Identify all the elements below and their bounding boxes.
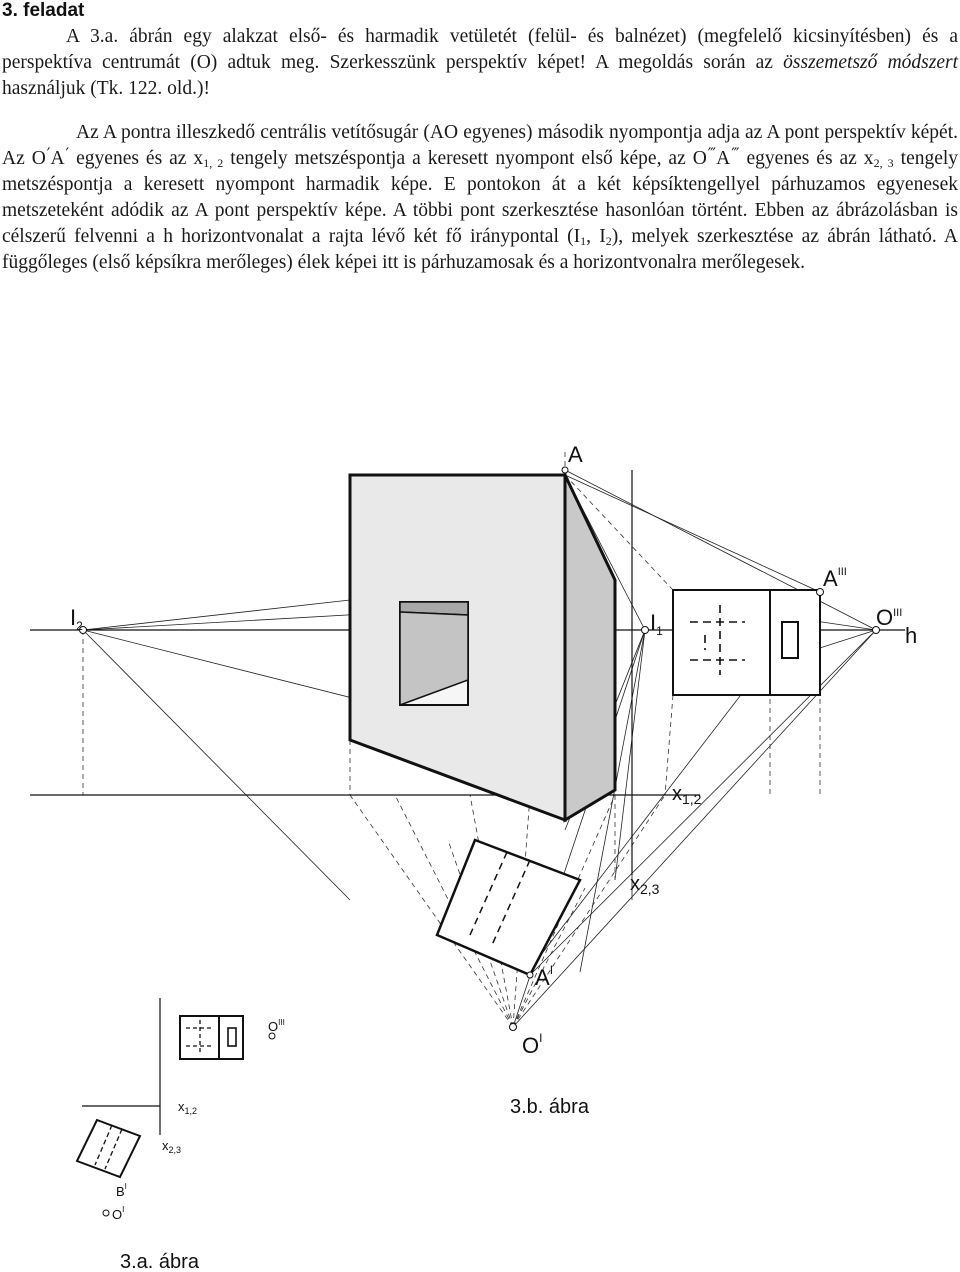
label-i1: $I_1$ bbox=[650, 610, 663, 638]
explanation-text-6: egyenes és az x bbox=[739, 148, 874, 169]
label-x12-small: $x_{1,2}$ bbox=[178, 1099, 198, 1116]
label-a: A bbox=[568, 442, 583, 467]
top-view-small bbox=[77, 1120, 140, 1177]
label-o1-small: $O^I$ bbox=[112, 1205, 125, 1222]
subscript-i2: 2 bbox=[605, 234, 612, 248]
intro-text-1: A 3.a. ábrán egy alakzat első- és harmadik vetületét (felül- és balnézet) (megfelelő kicsinyítésben) és a perspektíva centrumát (O) adtuk meg. Szerkesszünk perspektív képet! A megoldás során az bbox=[2, 26, 958, 73]
explanation-text-3: egyenes és az x bbox=[69, 148, 204, 169]
side-view-small bbox=[180, 1016, 243, 1059]
prime-mark: ′ bbox=[46, 144, 51, 163]
label-x23-small: $x_{2,3}$ bbox=[162, 1138, 182, 1155]
explanation-text-5: A bbox=[716, 148, 731, 169]
figure-a bbox=[77, 998, 285, 1272]
side-view bbox=[673, 590, 820, 695]
exercise-heading: 3. feladat bbox=[2, 0, 85, 21]
top-view bbox=[437, 840, 580, 975]
intro-text-2: használjuk (Tk. 122. old.)! bbox=[2, 78, 210, 99]
caption-figure-b: 3.b. ábra bbox=[510, 1096, 589, 1118]
triple-prime-mark: ‴ bbox=[731, 144, 740, 163]
label-x23: $x_{2,3}$ bbox=[630, 873, 660, 897]
subscript-i1: 1 bbox=[580, 234, 587, 248]
perspective-body bbox=[350, 475, 615, 820]
explanation-text-9: ), melyek szerkesztése az ábrán látható. A függőleges (első képsíkra merőleges) élek képei itt is párhuzamosak és a horizontvonalra merőlegesek. bbox=[2, 226, 958, 273]
subscript-x12: 1, 2 bbox=[203, 156, 224, 170]
figure-b bbox=[30, 442, 917, 1118]
point-o1-small bbox=[103, 1210, 109, 1216]
triple-prime-mark: ‴ bbox=[707, 144, 717, 163]
subscript-x23: 2, 3 bbox=[873, 156, 894, 170]
label-i2: $I_2$ bbox=[70, 605, 83, 633]
label-a1: $A^I$ bbox=[535, 963, 554, 990]
explanation-text-8: , I bbox=[586, 226, 606, 247]
prime-mark: ′ bbox=[65, 144, 70, 163]
label-a3: $A^{III}$ bbox=[823, 566, 847, 591]
label-h: h bbox=[905, 623, 918, 648]
explanation-text-7: tengely metszéspontja a keresett nyompont harmadik képe. E pontokon át a két képsíktengellyel párhuzamos egyenesek metszeteként adódik az A pont perspektív képe. A többi pont szerkesztése hasonlóan történt. Ebben az ábrázolásban is célszerű felvenni a h horizontvonalat a rajta lévő két fő iránypontal (I bbox=[2, 148, 959, 247]
side-face bbox=[565, 475, 615, 820]
label-x12: $x_{1,2}$ bbox=[672, 783, 702, 807]
label-o3-small: $O^{III}$ bbox=[268, 1018, 285, 1034]
explanation-text-2: A bbox=[50, 148, 65, 169]
label-o3: $O^{III}$ bbox=[876, 605, 903, 630]
explanation-text-4: tengely metszéspontja a keresett nyompont első képe, az O bbox=[223, 148, 707, 169]
label-o1: $O^I$ bbox=[522, 1031, 543, 1058]
caption-figure-a: 3.a. ábra bbox=[120, 1251, 199, 1272]
label-b1-small: $B^I$ bbox=[116, 1182, 127, 1199]
intro-italic-term: összemetsző módszert bbox=[783, 52, 958, 73]
explanation-text-1: Az A pontra illeszkedő centrális vetítősugár (AO egyenes) második nyompontja adja az A pont perspektív képét. Az O bbox=[2, 122, 958, 169]
